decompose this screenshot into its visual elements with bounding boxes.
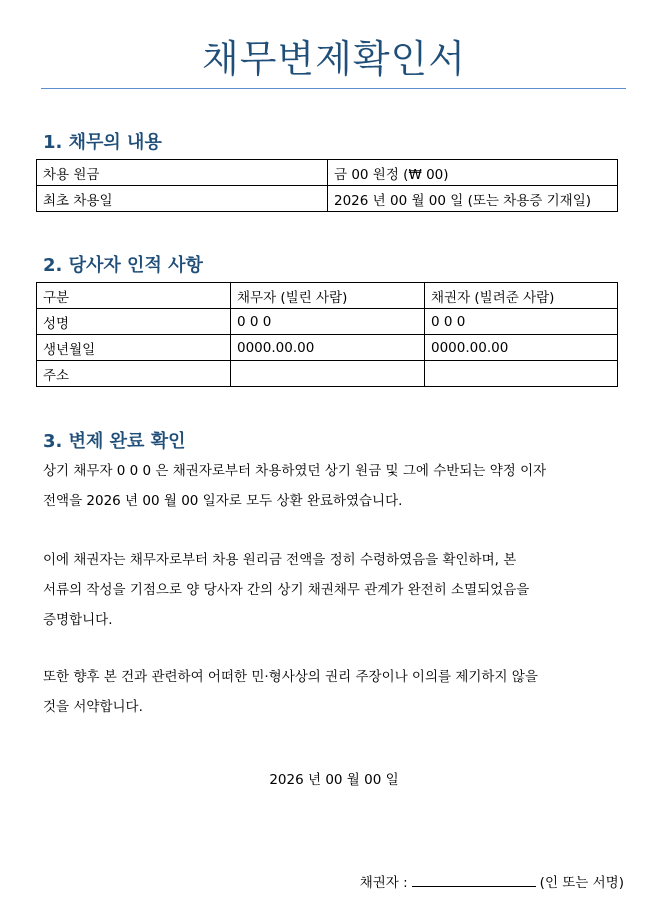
- table-cell: 금 00 원정 (₩ 00): [328, 160, 618, 186]
- table-cell: [425, 361, 618, 387]
- table-cell: 2026 년 00 월 00 일 (또는 차용증 기재일): [328, 186, 618, 212]
- table-header-cell: 구분: [37, 283, 231, 309]
- paragraph-line: 상기 채무자 0 0 0 은 채권자로부터 차용하였던 상기 원금 및 그에 수반되는 약정 이자: [43, 463, 547, 479]
- table-cell: 0 0 0: [425, 309, 618, 335]
- paragraph-line: 것을 서약합니다.: [43, 699, 143, 715]
- table-cell: 0000.00.00: [231, 335, 425, 361]
- table-row: [37, 186, 618, 212]
- table-header-row: [37, 283, 618, 309]
- paragraph-line: 이에 채권자는 채무자로부터 차용 원리금 전액을 정히 수령하였음을 확인하며, 본: [43, 552, 517, 568]
- table-row: [37, 335, 618, 361]
- table-row: [37, 309, 618, 335]
- signer-label: 채권자 :: [359, 875, 408, 891]
- table-row: [37, 361, 618, 387]
- signature-line: [360, 871, 624, 891]
- section-heading-repayment: 3. 변제 완료 확인: [43, 431, 186, 452]
- table-row: [37, 160, 618, 186]
- table-cell: [231, 361, 425, 387]
- paragraph-repayment-statement: [43, 456, 623, 516]
- parties-table: [36, 282, 618, 387]
- paragraph-line: 전액을 2026 년 00 월 00 일자로 모두 상환 완료하였습니다.: [43, 493, 403, 509]
- title-divider: [41, 88, 626, 89]
- document-title: 채무변제확인서: [202, 37, 466, 81]
- table-cell: 0000.00.00: [425, 335, 618, 361]
- paragraph-waiver-pledge: [43, 662, 623, 722]
- paragraph-line: 또한 향후 본 건과 관련하여 어떠한 민·형사상의 권리 주장이나 이의를 제기하지 않을: [43, 669, 538, 685]
- section-heading-debt-details: 1. 채무의 내용: [43, 132, 162, 153]
- signature-blank[interactable]: [412, 872, 536, 887]
- table-cell: 성명: [37, 309, 231, 335]
- table-cell: 생년월일: [37, 335, 231, 361]
- signer-note: (인 또는 서명): [539, 875, 624, 891]
- paragraph-receipt-confirmation: [43, 545, 623, 635]
- table-header-cell: 채무자 (빌린 사람): [231, 283, 425, 309]
- table-cell: 주소: [37, 361, 231, 387]
- debt-details-table: [36, 159, 618, 212]
- paragraph-line: 서류의 작성을 기점으로 양 당사자 간의 상기 채권채무 관계가 완전히 소멸되었음을: [43, 582, 530, 598]
- section-heading-parties: 2. 당사자 인적 사항: [43, 255, 203, 276]
- table-cell: 차용 원금: [37, 160, 328, 186]
- table-header-cell: 채권자 (빌려준 사람): [425, 283, 618, 309]
- document-date: 2026 년 00 월 00 일: [269, 772, 399, 788]
- table-cell: 0 0 0: [231, 309, 425, 335]
- paragraph-line: 증명합니다.: [43, 612, 113, 628]
- table-cell: 최초 차용일: [37, 186, 328, 212]
